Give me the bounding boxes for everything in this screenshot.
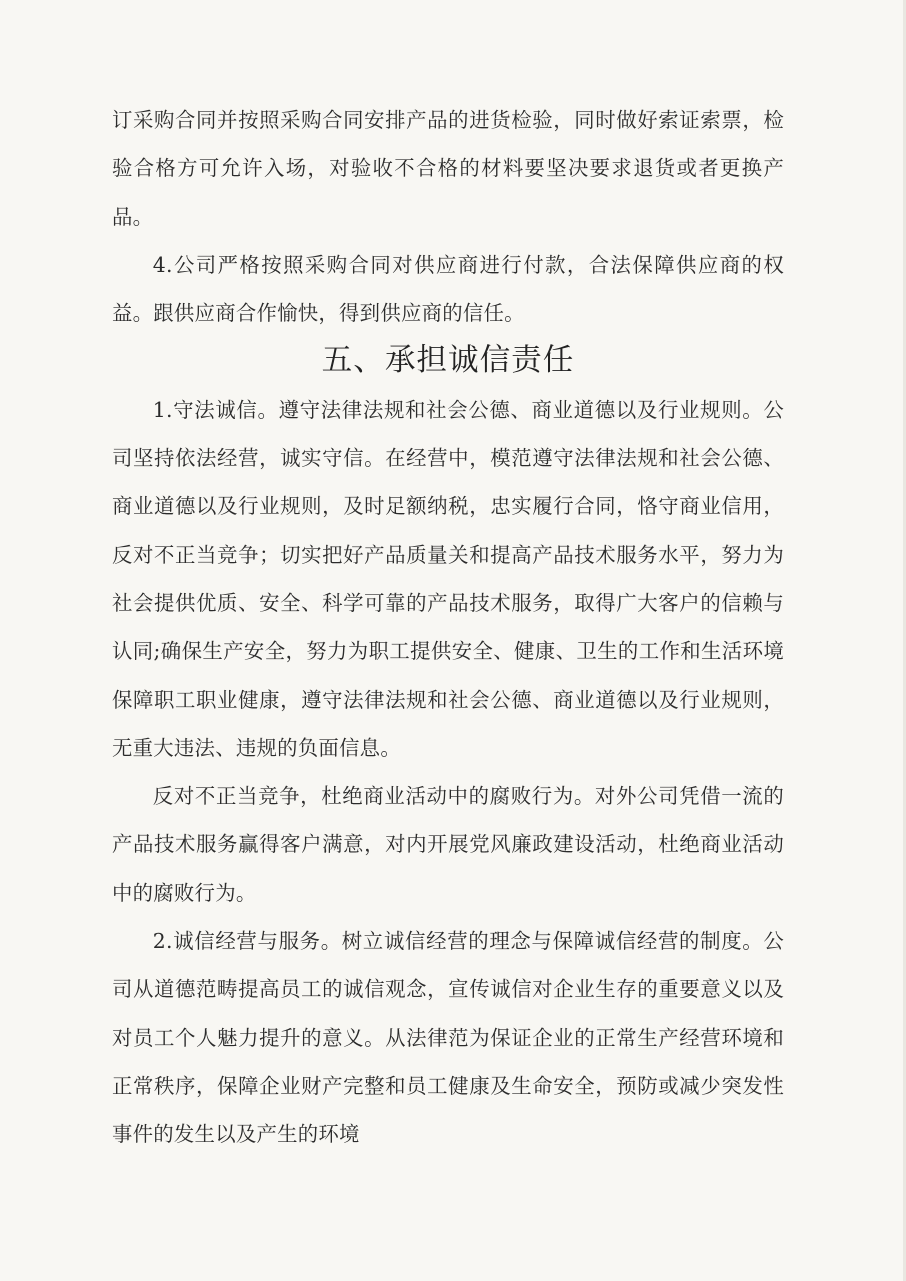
paragraph-item-1: 1.守法诚信。遵守法律法规和社会公德、商业道德以及行业规则。公司坚持依法经营，诚实守信。在经营中，模范遵守法律法规和社会公德、商业道德以及行业规则，及时足额纳税，忠实履行合同，恪守商业信用，反对不正当竞争；切实把好产品质量关和提高产品技术服务水平，努力为社会提供优质、安全、科学可靠的产品技术服务，取得广大客户的信赖与认同;确保生产安全，努力为职工提供安全、健康、卫生的工作和生活环境保障职工职业健康，遵守法律法规和社会公德、商业道德以及行业规则，无重大违法、违规的负面信息。 xyxy=(112,397,784,760)
paragraph-anti-competition: 反对不正当竞争，杜绝商业活动中的腐败行为。对外公司凭借一流的产品技术服务赢得客户满意，对内开展党风廉政建设活动，杜绝商业活动中的腐败行为。 xyxy=(112,784,784,905)
paragraph-continuation: 订采购合同并按照采购合同安排产品的进货检验，同时做好索证索票，检验合格方可允许入场，对验收不合格的材料要坚决要求退货或者更换产品。 xyxy=(112,108,784,229)
section-heading: 五、承担诚信责任 xyxy=(321,343,575,379)
paragraph-item-2: 2.诚信经营与服务。树立诚信经营的理念与保障诚信经营的制度。公司从道德范畴提高员工的诚信观念，宣传诚信对企业生存的重要意义以及对员工个人魅力提升的意义。从法律范为保证企业的正常生产经营环境和正常秩序，保障企业财产完整和员工健康及生命安全，预防或减少突发性事件的发生以及产生的环境 xyxy=(112,929,784,1147)
document-body xyxy=(112,96,784,1159)
paragraph-item-4: 4.公司严格按照采购合同对供应商进行付款，合法保障供应商的权益。跟供应商合作愉快，得到供应商的信任。 xyxy=(112,252,784,326)
